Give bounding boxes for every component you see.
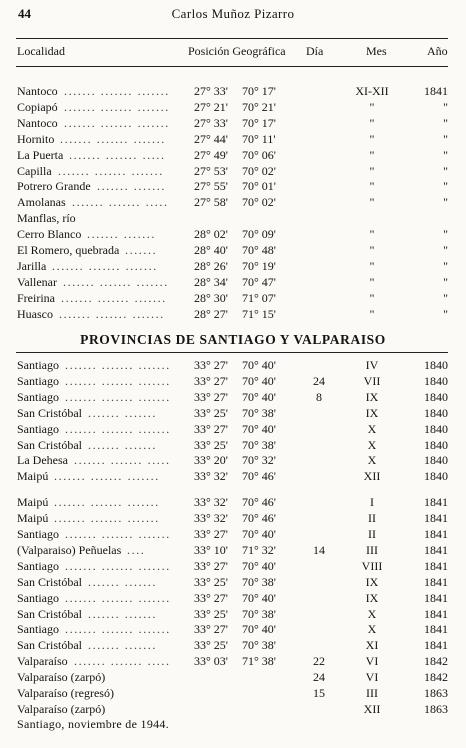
leader-dots: ....... ....... <box>88 437 157 452</box>
table-row <box>0 357 466 373</box>
leader-dots: ....... ....... ....... <box>65 373 171 388</box>
longitude: 70° 11' <box>242 131 276 146</box>
latitude: 33° 25' <box>194 638 228 653</box>
month: " <box>369 179 375 194</box>
section-title: PROVINCIAS DE SANTIAGO Y VALPARAISO <box>80 332 386 347</box>
year: 1841 <box>424 495 448 510</box>
page-header <box>0 6 466 24</box>
longitude: 70° 02' <box>242 195 276 210</box>
locality-name: (Valparaiso) Peñuelas <box>17 542 122 557</box>
year: " <box>443 306 448 321</box>
table-row <box>0 242 466 258</box>
table-row <box>0 542 466 558</box>
longitude: 70° 17' <box>242 115 276 130</box>
longitude: 70° 40' <box>242 421 276 436</box>
leader-dots: ....... ....... ....... <box>59 306 165 321</box>
day: 24 <box>313 670 325 685</box>
locality-name: Nantoco <box>17 115 58 130</box>
locality-name: Capilla <box>17 163 52 178</box>
locality-name: Potrero Grande <box>17 179 91 194</box>
leader-dots: ....... ....... <box>97 179 166 194</box>
locality-name: San Cristóbal <box>17 606 82 621</box>
latitude: 28° 02' <box>194 227 228 242</box>
year: " <box>443 290 448 305</box>
leader-dots: ....... ....... ....... <box>61 290 167 305</box>
locality-name: Santiago <box>17 622 59 637</box>
month: IV <box>365 358 379 372</box>
table-row <box>0 83 466 99</box>
leader-dots: ....... ....... ....... <box>54 495 160 510</box>
longitude: 70° 40' <box>242 373 276 388</box>
leader-dots: ....... ....... ..... <box>74 453 171 468</box>
day: 8 <box>316 389 322 404</box>
locality-name: Jarilla <box>17 258 47 273</box>
leader-dots: ....... ....... <box>88 574 157 589</box>
month: " <box>369 227 375 242</box>
locality-name: Santiago <box>17 558 59 573</box>
month: IX <box>365 405 379 420</box>
year: 1840 <box>424 453 448 468</box>
latitude: 33° 25' <box>194 574 228 589</box>
table-row <box>0 290 466 306</box>
month: " <box>369 290 375 305</box>
table-row <box>0 306 466 322</box>
latitude: 27° 44' <box>194 131 228 146</box>
longitude: 70° 46' <box>242 495 276 510</box>
year: 1841 <box>424 542 448 557</box>
year: 1841 <box>424 558 448 573</box>
leader-dots: ....... ....... ....... <box>64 115 170 130</box>
leader-dots: ....... ....... <box>88 606 157 621</box>
latitude: 27° 33' <box>194 115 228 130</box>
header-dia: Día <box>306 44 324 58</box>
longitude: 70° 21' <box>242 99 276 114</box>
latitude: 33° 32' <box>194 495 228 510</box>
month: " <box>369 243 375 257</box>
locality-name: Santiago <box>17 527 59 541</box>
year: 1840 <box>424 469 448 484</box>
year: 1841 <box>424 511 448 526</box>
footer-note: Santiago, noviembre de 1944. <box>17 717 170 731</box>
column-headers <box>0 44 466 62</box>
latitude: 33° 03' <box>194 654 228 669</box>
year: " <box>443 179 448 194</box>
locality-name: San Cristóbal <box>17 638 82 653</box>
year: " <box>443 274 448 289</box>
longitude: 70° 46' <box>242 511 276 526</box>
leader-dots: ....... ....... ....... <box>65 527 171 541</box>
locality-name: El Romero, quebrada <box>17 243 120 257</box>
locality-name: Santiago <box>17 389 59 404</box>
table-row <box>0 437 466 453</box>
leader-dots: ....... ....... ....... <box>65 421 171 436</box>
month: III <box>366 686 378 700</box>
year: " <box>443 227 448 242</box>
locality-name: La Puerta <box>17 147 64 162</box>
latitude: 33° 27' <box>194 558 228 573</box>
longitude: 70° 38' <box>242 437 276 452</box>
latitude: 27° 53' <box>194 163 228 178</box>
header-mes: Mes <box>366 44 387 58</box>
locality-name: Maipú <box>17 495 49 510</box>
table-row <box>0 226 466 242</box>
month: IX <box>365 389 379 404</box>
longitude: 70° 06' <box>242 147 276 162</box>
table-row <box>0 685 466 701</box>
year: 1841 <box>424 84 448 98</box>
locality-name: Santiago <box>17 373 59 388</box>
locality-name: Maipú <box>17 469 49 484</box>
locality-name: Santiago <box>17 421 59 436</box>
latitude: 28° 40' <box>194 243 228 257</box>
leader-dots: ....... ....... ....... <box>63 274 169 289</box>
month: " <box>369 115 375 130</box>
locality-name: Maipú <box>17 511 49 526</box>
leader-dots: ....... ....... <box>88 638 157 653</box>
latitude: 33° 32' <box>194 511 228 526</box>
table-row <box>0 669 466 685</box>
month: " <box>369 147 375 162</box>
table-row <box>0 526 466 542</box>
locality-name: Valparaíso <box>17 654 68 669</box>
day: 15 <box>313 686 325 700</box>
month: X <box>367 606 377 621</box>
latitude: 33° 27' <box>194 358 228 372</box>
locality-name: Vallenar <box>17 274 57 289</box>
longitude: 70° 09' <box>242 227 276 242</box>
latitude: 33° 27' <box>194 373 228 388</box>
header-anio: Año <box>427 44 448 58</box>
year: 1842 <box>424 670 448 685</box>
table-row <box>0 405 466 421</box>
table-row <box>0 452 466 468</box>
locality-name: Santiago <box>17 358 59 372</box>
year: " <box>443 258 448 273</box>
longitude: 70° 40' <box>242 527 276 541</box>
month: VIII <box>361 558 383 573</box>
table-row <box>0 147 466 163</box>
leader-dots: ....... ....... ....... <box>54 469 160 484</box>
table-row <box>0 373 466 389</box>
longitude: 70° 38' <box>242 606 276 621</box>
month: II <box>368 527 376 541</box>
locality-name: San Cristóbal <box>17 405 82 420</box>
latitude: 33° 25' <box>194 606 228 621</box>
month: " <box>369 195 375 210</box>
locality-name: La Dehesa <box>17 453 68 468</box>
year: 1840 <box>424 389 448 404</box>
locality-name: Copiapó <box>17 99 58 114</box>
section-rule <box>16 352 448 353</box>
year: 1863 <box>424 701 448 716</box>
longitude: 70° 38' <box>242 405 276 420</box>
month: X <box>367 453 377 468</box>
year: " <box>443 147 448 162</box>
table-row <box>0 606 466 622</box>
year: 1841 <box>424 622 448 637</box>
leader-dots: ....... ....... ..... <box>72 195 169 210</box>
table-row <box>0 574 466 590</box>
day: 14 <box>313 542 325 557</box>
year: " <box>443 163 448 178</box>
table-row <box>0 621 466 637</box>
day: 24 <box>313 373 325 388</box>
table-row <box>0 494 466 510</box>
page-number: 44 <box>18 6 31 21</box>
leader-dots: ....... ....... ....... <box>52 258 158 273</box>
latitude: 33° 20' <box>194 453 228 468</box>
year: 1840 <box>424 373 448 388</box>
longitude: 70° 40' <box>242 622 276 637</box>
header-rule <box>16 66 448 67</box>
longitude: 70° 48' <box>242 243 276 257</box>
latitude: 33° 10' <box>194 542 228 557</box>
table-row <box>0 701 466 717</box>
leader-dots: ....... ....... ....... <box>64 99 170 114</box>
month: IX <box>365 590 379 605</box>
month: XII <box>363 701 381 716</box>
top-rule <box>16 38 448 39</box>
month: " <box>369 131 375 146</box>
day: 22 <box>313 654 325 669</box>
latitude: 28° 30' <box>194 290 228 305</box>
month: " <box>369 306 375 321</box>
longitude: 71° 07' <box>242 290 276 305</box>
longitude: 71° 38' <box>242 654 276 669</box>
month: XI-XII <box>355 84 389 98</box>
latitude: 28° 27' <box>194 306 228 321</box>
locality-name: San Cristóbal <box>17 574 82 589</box>
year: 1842 <box>424 654 448 669</box>
leader-dots: ....... ....... ....... <box>65 590 171 605</box>
table-row <box>0 637 466 653</box>
month: " <box>369 99 375 114</box>
table-row <box>0 178 466 194</box>
year: " <box>443 99 448 114</box>
leader-dots: ....... <box>125 243 158 257</box>
longitude: 70° 17' <box>242 84 276 98</box>
latitude: 33° 32' <box>194 469 228 484</box>
month: " <box>369 163 375 178</box>
table-row <box>0 115 466 131</box>
locality-name: Valparaíso (zarpó) <box>17 701 106 716</box>
table-row <box>0 389 466 405</box>
table-row <box>0 194 466 210</box>
latitude: 33° 27' <box>194 590 228 605</box>
locality-name: Santiago <box>17 590 59 605</box>
year: " <box>443 115 448 130</box>
longitude: 70° 46' <box>242 469 276 484</box>
latitude: 33° 27' <box>194 421 228 436</box>
latitude: 27° 49' <box>194 147 228 162</box>
longitude: 70° 32' <box>242 453 276 468</box>
longitude: 70° 38' <box>242 638 276 653</box>
leader-dots: ....... ....... ....... <box>60 131 166 146</box>
year: 1841 <box>424 638 448 653</box>
table-row <box>0 99 466 115</box>
table-row <box>0 653 466 669</box>
longitude: 70° 40' <box>242 358 276 372</box>
latitude: 33° 27' <box>194 389 228 404</box>
locality-name: San Cristóbal <box>17 437 82 452</box>
latitude: 27° 55' <box>194 179 228 194</box>
year: 1840 <box>424 421 448 436</box>
longitude: 71° 32' <box>242 542 276 557</box>
month: X <box>367 622 377 637</box>
year: 1841 <box>424 527 448 541</box>
longitude: 70° 40' <box>242 389 276 404</box>
latitude: 27° 33' <box>194 84 228 98</box>
year: 1840 <box>424 405 448 420</box>
leader-dots: ....... ....... ..... <box>74 654 171 669</box>
year: 1840 <box>424 437 448 452</box>
latitude: 33° 27' <box>194 527 228 541</box>
year: 1863 <box>424 686 448 700</box>
table-row <box>0 590 466 606</box>
month: X <box>367 437 377 452</box>
month: X <box>367 421 377 436</box>
year: " <box>443 131 448 146</box>
latitude: 33° 25' <box>194 405 228 420</box>
table-row <box>0 274 466 290</box>
locality-name: Nantoco <box>17 84 58 98</box>
locality-name: Valparaíso (zarpó) <box>17 670 106 685</box>
leader-dots: ....... ....... ....... <box>54 511 160 526</box>
table-row <box>0 163 466 179</box>
locality-name: Manflas, río <box>17 211 76 226</box>
latitude: 28° 34' <box>194 274 228 289</box>
latitude: 33° 27' <box>194 622 228 637</box>
year: " <box>443 195 448 210</box>
year: 1840 <box>424 358 448 372</box>
table-row <box>0 258 466 274</box>
locality-name: Amolanas <box>17 195 66 210</box>
leader-dots: ....... ....... ....... <box>65 622 171 637</box>
month: VI <box>365 670 379 685</box>
latitude: 27° 58' <box>194 195 228 210</box>
header-localidad: Localidad <box>17 44 65 58</box>
leader-dots: ....... ....... <box>87 227 156 242</box>
month: II <box>368 511 376 526</box>
locality-name: Freirina <box>17 290 55 305</box>
table-row <box>0 510 466 526</box>
running-title: Carlos Muñoz Pizarro <box>171 6 295 21</box>
table-row <box>0 421 466 437</box>
longitude: 70° 19' <box>242 258 276 273</box>
leader-dots: .... <box>127 542 146 557</box>
table-row <box>0 131 466 147</box>
leader-dots: ....... ....... ....... <box>64 84 170 98</box>
month: " <box>369 258 375 273</box>
month: VI <box>365 654 379 669</box>
table-row <box>0 558 466 574</box>
longitude: 70° 01' <box>242 179 276 194</box>
month: " <box>369 274 375 289</box>
table-row <box>0 468 466 484</box>
longitude: 70° 40' <box>242 590 276 605</box>
leader-dots: ....... ....... ....... <box>58 163 164 178</box>
leader-dots: ....... ....... ....... <box>65 558 171 573</box>
locality-name: Hornito <box>17 131 55 146</box>
locality-name: Huasco <box>17 306 53 321</box>
locality-name: Valparaíso (regresó) <box>17 686 114 700</box>
longitude: 70° 47' <box>242 274 276 289</box>
leader-dots: ....... ....... <box>88 405 157 420</box>
month: IX <box>365 574 379 589</box>
latitude: 33° 25' <box>194 437 228 452</box>
latitude: 28° 26' <box>194 258 228 273</box>
leader-dots: ....... ....... ....... <box>65 358 171 372</box>
year: 1841 <box>424 606 448 621</box>
month: I <box>370 495 374 510</box>
leader-dots: ....... ....... ..... <box>69 147 166 162</box>
table-row <box>0 210 466 226</box>
month: XII <box>363 469 381 484</box>
locality-name: Cerro Blanco <box>17 227 82 242</box>
month: III <box>366 542 378 557</box>
longitude: 70° 40' <box>242 558 276 573</box>
month: XI <box>365 638 379 653</box>
year: 1841 <box>424 574 448 589</box>
leader-dots: ....... ....... ....... <box>65 389 171 404</box>
year: " <box>443 243 448 257</box>
longitude: 70° 38' <box>242 574 276 589</box>
header-posicion: Posición Geográfica <box>188 44 286 58</box>
latitude: 27° 21' <box>194 99 228 114</box>
month: VII <box>363 373 381 388</box>
year: 1841 <box>424 590 448 605</box>
longitude: 71° 15' <box>242 306 276 321</box>
longitude: 70° 02' <box>242 163 276 178</box>
